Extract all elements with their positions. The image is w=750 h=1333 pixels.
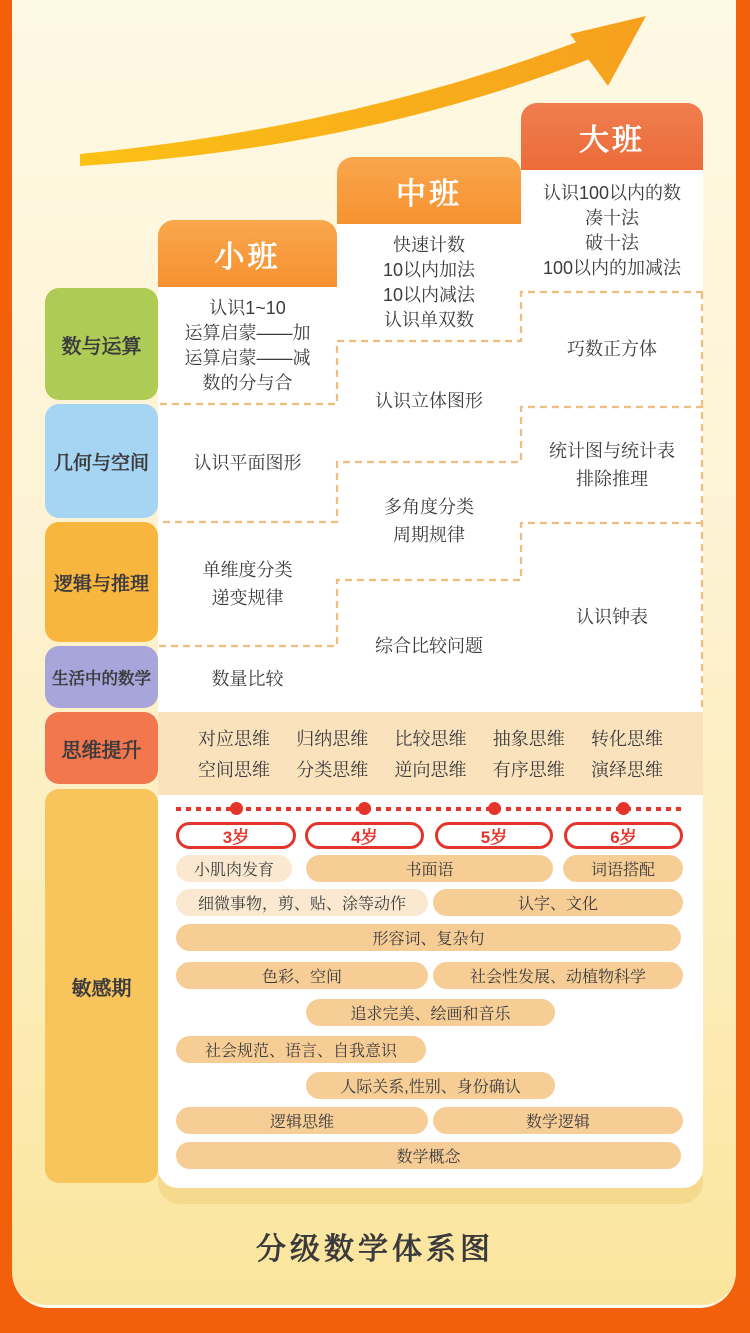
thinking-item: 空间思维 <box>198 760 270 780</box>
zone-line: 运算启蒙——加 <box>184 322 311 343</box>
pill-label: 数学概念 <box>396 1149 461 1166</box>
zone-xiaoban-number <box>158 287 337 404</box>
zone-xiaoban-geometry <box>158 404 337 522</box>
thinking-item: 演绎思维 <box>591 760 663 780</box>
age-label: 4岁 <box>351 828 378 847</box>
zone-line: 运算启蒙——减 <box>184 347 311 368</box>
pill-label: 小肌肉发育 <box>193 862 274 879</box>
level-header-zhongban <box>337 157 521 224</box>
timeline-dot <box>617 802 630 815</box>
sensitive-period-panel <box>158 796 703 1188</box>
zone-line: 认识平面图形 <box>193 452 302 473</box>
zone-line: 递变规律 <box>211 588 284 608</box>
thinking-item: 逆向思维 <box>394 760 467 780</box>
zone-line: 凑十法 <box>585 208 639 228</box>
sensitive-pill <box>176 1036 426 1063</box>
age-timeline <box>176 807 683 811</box>
thinking-item: 对应思维 <box>198 729 270 749</box>
pill-label: 形容词、复杂句 <box>372 931 485 948</box>
zone-zhongban-life <box>337 580 521 712</box>
category-label: 思维提升 <box>61 739 142 762</box>
pill-label: 社会性发展、动植物科学 <box>469 969 646 986</box>
age-pill-4 <box>305 822 424 849</box>
zone-xiaoban-life <box>158 646 337 712</box>
zone-daban-geometry <box>521 292 703 407</box>
pill-label: 社会规范、语言、自我意识 <box>204 1043 397 1060</box>
sensitive-pill <box>433 1107 683 1134</box>
zone-line: 认识钟表 <box>576 607 648 627</box>
zone-line: 排除推理 <box>576 469 648 489</box>
pill-label: 词语搭配 <box>590 862 655 879</box>
thinking-item: 抽象思维 <box>492 729 565 749</box>
zone-zhongban-logic <box>337 462 521 580</box>
sensitive-pill <box>306 1072 555 1099</box>
level-header-label: 大班 <box>579 123 645 157</box>
zone-line: 认识100以内的数 <box>542 183 682 203</box>
zone-daban-number <box>521 170 703 292</box>
sensitive-pill <box>563 855 683 882</box>
zone-line: 多角度分类 <box>384 497 474 517</box>
thinking-row-1 <box>198 725 663 751</box>
category-sensitive-period <box>45 789 158 1183</box>
level-header-label: 中班 <box>396 177 462 211</box>
zone-line: 认识单双数 <box>384 309 474 330</box>
sensitive-pill <box>176 1142 681 1169</box>
thinking-item: 转化思维 <box>591 729 663 749</box>
category-label: 逻辑与推理 <box>53 573 149 595</box>
category-thinking-upgrade <box>45 712 158 784</box>
age-pill-6 <box>564 822 683 849</box>
zone-line: 10以内减法 <box>382 284 476 305</box>
category-number-operation <box>45 288 158 400</box>
zone-line: 10以内加法 <box>382 259 476 280</box>
level-header-daban <box>521 103 703 170</box>
category-label: 敏感期 <box>71 977 132 1000</box>
sensitive-pill <box>176 1107 428 1134</box>
age-label: 5岁 <box>480 828 508 847</box>
zone-line: 认识立体图形 <box>375 391 483 411</box>
zone-daban-life <box>521 523 703 712</box>
pill-label: 色彩、空间 <box>261 969 342 986</box>
page-title <box>0 1224 750 1268</box>
pill-label: 数学逻辑 <box>525 1114 590 1131</box>
sensitive-pill <box>176 924 681 951</box>
thinking-item: 比较思维 <box>394 729 467 749</box>
zone-zhongban-geometry <box>337 341 521 462</box>
pill-label: 人际关系,性别、身份确认 <box>340 1079 521 1096</box>
zone-xiaoban-logic <box>158 522 337 646</box>
thinking-item: 归纳思维 <box>296 729 369 749</box>
thinking-item: 有序思维 <box>492 760 565 780</box>
timeline-dot <box>488 802 501 815</box>
page-title-text: 分级数学体系图 <box>256 1233 494 1266</box>
timeline-dot <box>358 802 371 815</box>
zone-line: 综合比较问题 <box>375 635 483 656</box>
zone-line: 数量比较 <box>211 668 284 689</box>
timeline-dot <box>230 802 243 815</box>
zone-line: 统计图与统计表 <box>549 441 675 461</box>
zone-line: 单维度分类 <box>202 560 293 580</box>
pill-label: 书面语 <box>405 862 454 879</box>
sensitive-pill <box>176 962 428 989</box>
zone-line: 破十法 <box>585 233 639 253</box>
thinking-item: 分类思维 <box>296 760 369 780</box>
age-label: 6岁 <box>610 828 637 847</box>
zone-zhongban-number <box>337 224 521 341</box>
pill-label: 追求完美、绘画和音乐 <box>350 1006 511 1023</box>
sensitive-pill <box>176 889 428 916</box>
sensitive-pill <box>306 855 553 882</box>
category-label: 数与运算 <box>61 335 142 358</box>
sensitive-pill <box>433 962 683 989</box>
pill-label: 逻辑思维 <box>269 1114 334 1131</box>
thinking-row-2 <box>198 756 663 782</box>
zone-line: 快速计数 <box>393 234 465 255</box>
zone-line: 周期规律 <box>393 525 465 545</box>
level-header-label: 小班 <box>214 240 281 274</box>
pill-label: 认字、文化 <box>517 896 598 913</box>
sensitive-pill <box>306 999 555 1026</box>
zone-line: 认识1~10 <box>209 297 286 318</box>
age-pill-3 <box>176 822 296 849</box>
zone-line: 100以内的加减法 <box>542 258 682 278</box>
age-pill-5 <box>435 822 553 849</box>
category-geometry-space <box>45 404 158 518</box>
category-label: 生活中的数学 <box>52 670 151 688</box>
zone-line: 巧数正方体 <box>567 339 657 359</box>
age-label: 3岁 <box>222 828 250 847</box>
thinking-items <box>158 712 703 795</box>
level-header-xiaoban <box>158 220 337 287</box>
category-label: 几何与空间 <box>53 452 149 474</box>
category-logic-reasoning <box>45 522 158 642</box>
category-math-in-life <box>45 646 158 708</box>
sensitive-pill <box>176 855 292 882</box>
zone-line: 数的分与合 <box>202 372 293 393</box>
sensitive-pill <box>433 889 683 916</box>
zone-daban-logic <box>521 407 703 523</box>
pill-label: 细微事物，剪、贴、涂等动作 <box>197 896 406 913</box>
